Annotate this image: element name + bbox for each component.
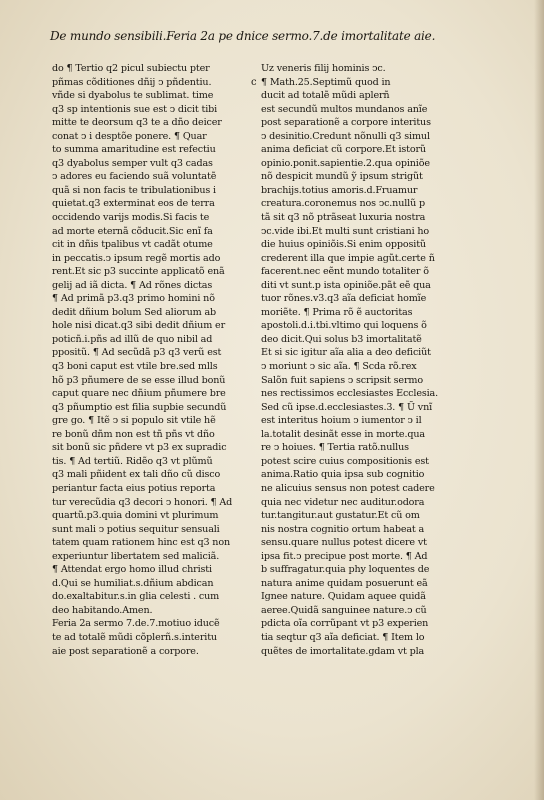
text-line: do ¶ Tertio q2 picul subiectu pter [52,63,210,74]
text-line: Sed cũ ipse.d.ecclesiastes.3. ¶ Ũ vnĩ [261,401,433,413]
text-line: dedit dñium bolum Sed aliorum ab [52,306,217,318]
text-line: occidendo varijs modis.Si facis te [52,212,210,224]
text-line: aeree.Quidã sanguinee nature.ↄ cũ [261,604,427,616]
text-line: caput quare nec dñium pñumere bre [52,388,226,400]
text-line: tis. ¶ Ad tertiũ. Ridẽo q3 vt plũmũ [52,455,213,467]
text-line: Uz veneris filij hominis ↄc. [261,63,386,74]
text-line: sunt mali ↄ potius sequitur sensuali [52,523,220,535]
text-line: experiuntur libertatem sed maliciã. [52,550,220,562]
text-line: tã sit q3 nõ ptrãseat luxuria nostra [261,212,426,224]
text-line: quẽtes de imortalitate.gdam vt pla [261,645,425,657]
text-line: nõ despicit mundũ ỹ ipsum strigũt [261,171,423,183]
text-line: deo dicit.Qui solus b3 imortalitatẽ [261,333,422,345]
text-line: ↄ desinitio.Credunt nõnulli q3 simul [261,130,430,142]
text-line: Ignee nature. Quidam aquee quidã [261,591,426,603]
text-line: moriẽte. ¶ Prima rõ ẽ auctoritas [261,306,413,318]
text-line: d.Qui se humiliat.s.dñium abdican [52,577,214,589]
text-line: sensu.quare nullus potest dicere vt [261,537,427,549]
text-line: ↄc.vide ibi.Et multi sunt cristiani ho [261,225,430,237]
text-line: gre go. ¶ Itẽ ↄ si populo sit vtile hẽ [52,415,216,427]
text-line: gelij ad iã dicta. ¶ Ad rõnes dictas [52,279,213,291]
text-line: do.exaltabitur.s.in glia celesti . cum [52,591,220,603]
text-line: ↄ adores eu faciendo suã voluntatẽ [52,171,217,183]
text-line: ne alicuius sensus non potest cadere [261,482,435,494]
text-line: post separationẽ a corpore interitus [261,117,431,129]
text-line: vñde si dyabolus te sublimat. time [52,90,214,102]
text-line: crederent illa que impie agũt.certe ñ [261,252,435,264]
text-line: periantur facta eius potius reporta [52,482,216,494]
text-line: potest scire cuius compositionis est [261,455,429,467]
text-line: q3 pñumptio est filia supbie secundũ [52,401,227,413]
text-line: aie post separationẽ a corpore. [52,645,199,657]
text-line: in peccatis.ↄ ipsum regẽ mortis ado [52,252,221,264]
text-line: quietat.q3 exterminat eos de terra [52,198,215,210]
text-line: sit bonũ sic pñdere vt p3 ex supradic [52,442,227,454]
text-line: tatem quam rationem hinc est q3 non [52,537,230,549]
text-line: ¶ Ad primã p3.q3 primo homini nõ [52,293,215,305]
text-line: tur.tangitur.aut gustatur.Et cũ om [261,510,420,522]
text-line: quartũ.p3.quia domini vt plurimum [52,510,219,522]
text-line: quã si non facis te tribulationibus i [52,184,216,196]
text-line: pdicta oĩa corrũpant vt p3 experien [261,618,429,630]
text-line: anima.Ratio quia ipsa sub cognitio [261,469,425,481]
text-line: ipsa fit.ↄ precipue post morte. ¶ Ad [261,550,428,562]
text-line: brachijs.totius amoris.d.Fruamur [261,184,418,196]
text-line: la.totalit desinãt esse in morte.qua [261,428,425,440]
text-line: tia seqtur q3 aĩa deficiat. ¶ Item lo [261,631,425,643]
text-line: facerent.nec eẽnt mundo totaliter õ [261,266,429,278]
text-line: b suffragatur.quia phy loquentes de [261,564,430,576]
text-line: cit in dñis tpalibus vt cadãt otume [52,239,213,251]
text-line: ↄ moriunt ↄ sic aĩa. ¶ Scda rõ.rex [261,361,417,373]
text-line: re bonũ dñm non est tñ pñs vt dño [52,428,215,440]
text-line: deo habitando.Amen. [52,604,153,616]
text-line: ducit ad totalẽ mũdi aplerñ [261,90,390,102]
text-line: Et si sic igitur aĩa alia a deo deficiũt [261,347,431,359]
text-line: opinio.ponit.sapientie.2.qua opiniõe [261,157,430,169]
text-line: to summa amaritudine est refectiu [52,144,216,156]
text-line: q3 boni caput est vtile bre.sed mlls [52,361,218,373]
text-line: te ad totalẽ mũdi cõplerñ.s.interitu [52,631,217,643]
text-line: nis nostra cognitio ortum habeat a [261,523,425,535]
margin-letter: c [251,77,257,88]
text-line: diti vt sunt.p ista opiniõe.pãt eẽ qua [261,279,431,291]
text-line: ppositũ. ¶ Ad secũdã p3 q3 verũ est [52,347,222,359]
text-line: q3 dyabolus semper vult q3 cadas [52,157,213,169]
text-line: q3 mali pñident ex tali dño cũ disco [52,469,221,481]
text-line: natura anime quidam posuerunt eã [261,577,428,589]
right-text-column [261,62,457,658]
left-text-column [52,62,248,658]
text-line: tuor rõnes.v3.q3 aĩa deficiat homĩe [261,293,427,305]
text-line: die huius opiniõis.Si enim oppositũ [261,239,426,251]
text-line: est interitus hoium ↄ iumentor ↄ il [261,415,422,427]
text-line: est secundũ multos mundanos anĩe [261,103,428,115]
text-line: ¶ Math.25.Septimũ quod in [261,76,391,88]
text-line: hole nisi dicat.q3 sibi dedit dñium er [52,320,226,332]
text-line: conat ↄ i desptõe ponere. ¶ Quar [52,130,207,142]
text-line: apostoli.d.i.tbi.vltimo qui loquens õ [261,320,427,332]
running-head: De mundo sensibili.Feria 2a pe dnice sermo.7.de imortalitate aie. [50,29,436,43]
text-line: ¶ Attendat ergo homo illud christi [52,564,212,576]
text-line: q3 sp intentionis sue est ↄ dicit tibi [52,103,218,115]
text-line: anima deficiat cũ corpore.Et istorũ [261,144,426,156]
text-line: tur verecũdia q3 decori ↄ honori. ¶ Ad [52,496,233,508]
text-line: ad morte eternã cõducit.Sic enĩ fa [52,225,213,237]
text-line: creatura.coronemus nos ↄc.nullũ p [261,198,425,210]
text-line: poticñ.i.pñs ad illũ de quo nibil ad [52,333,213,345]
text-line: rent.Et sic p3 succinte applicatõ enã [52,266,225,278]
text-line: pñmas cõditiones dñij ↄ pñdentiu. [52,76,212,88]
text-line: re ↄ hoiues. ¶ Tertia ratõ.nullus [261,442,409,454]
text-line: Salõn fuit sapiens ↄ scripsit sermo [261,374,423,386]
text-line: hõ p3 pñumere de se esse illud bonũ [52,374,226,386]
text-line: Feria 2a sermo 7.de.7.motiuo iducẽ [52,618,220,630]
text-line: nes rectissimos ecclesiastes Ecclesia. [261,388,439,400]
text-line: quia nec videtur nec auditur.odora [261,496,425,508]
text-line: mitte te deorsum q3 te a dño deicer [52,117,222,129]
page-edge-shadow [534,0,544,800]
